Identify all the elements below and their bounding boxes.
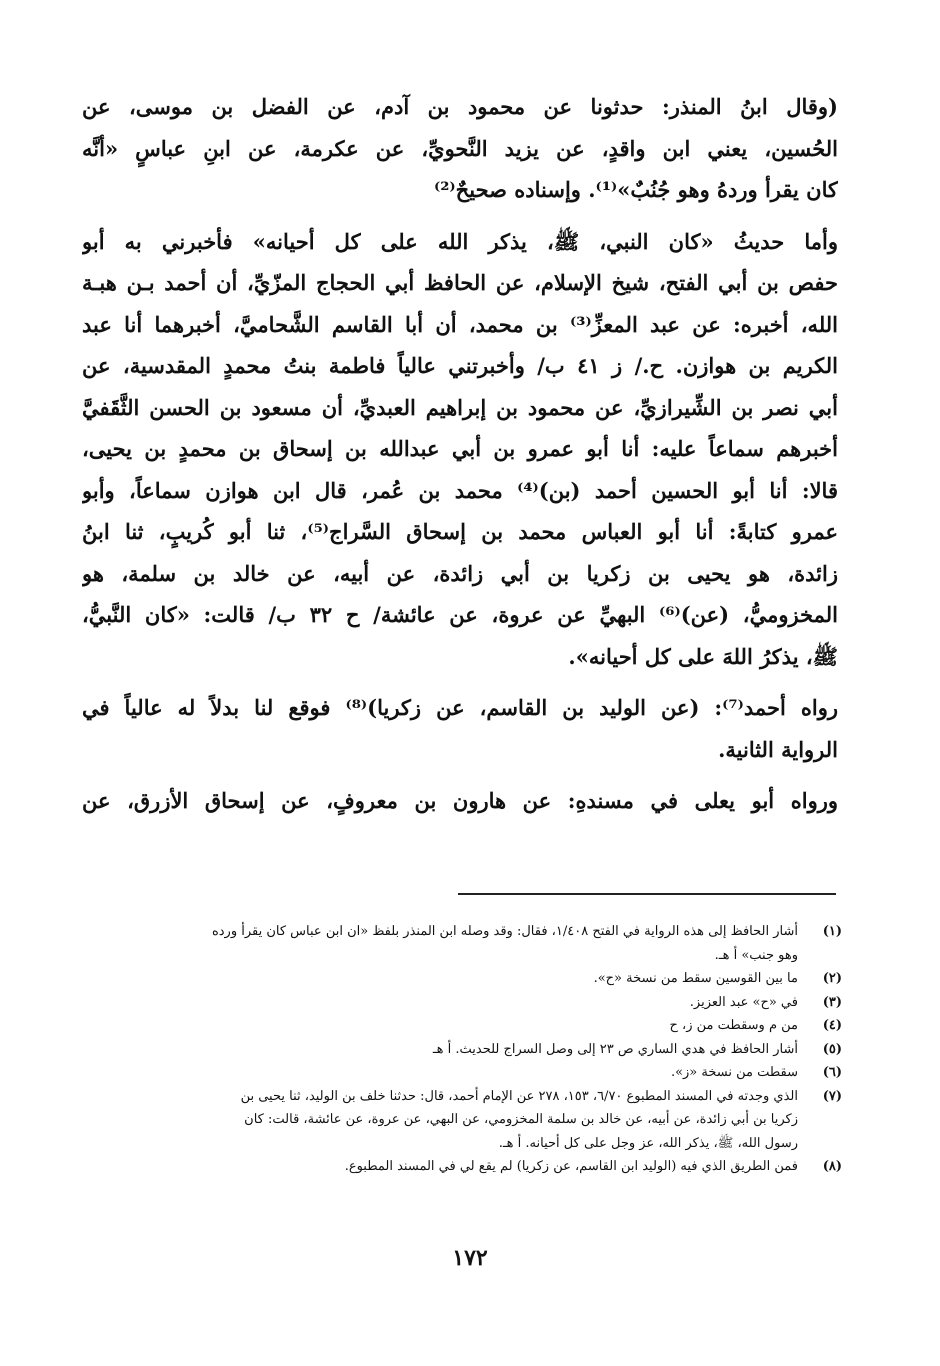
footnote-divider bbox=[458, 893, 836, 895]
footnote-text bbox=[82, 1061, 798, 1085]
text-line: رواه أحمد⁽⁷⁾: (عن الوليد بن القاسم، عن زكريا)⁽⁸⁾ فوقع لنا بدلاً له عالياً في bbox=[82, 695, 838, 720]
footnote-number: (٥) bbox=[822, 1041, 842, 1057]
footnote-text bbox=[82, 1085, 798, 1156]
text-line: ﷺ، يذكرُ اللهَ على كل أحيانه». bbox=[568, 643, 838, 669]
footnote-text bbox=[82, 1038, 798, 1062]
footnote-line: رسول الله، ﷺ، يذكر الله، عز وجل على كل أحيانه. أ هـ. bbox=[498, 1135, 798, 1151]
footnote-line: في «ح» عبد العزيز. bbox=[689, 994, 798, 1010]
text-line: قالا: أنا أبو الحسين أحمد (بن)⁽⁴⁾ محمد بن عُمر، قال ابن هوازن سماعاً، وأبو bbox=[82, 477, 838, 503]
text-line: الرواية الثانية. bbox=[718, 736, 838, 762]
footnote-number: (٣) bbox=[822, 994, 842, 1010]
footnotes bbox=[82, 920, 842, 1179]
footnote-line: زكريا بن أبي زائدة، عن أبيه، عن خالد بن سلمة المخزومي، عن البهي، عن عروة، عن عائشة، قالت: كان bbox=[244, 1112, 798, 1127]
footnote-number: (٨) bbox=[822, 1159, 842, 1174]
text-line: أبي نصر بن الشِّيرازيِّ، عن محمود بن إبراهيم العبديِّ، أن مسعود بن الحسن الثَّقَفيَّ bbox=[82, 394, 838, 420]
text-line: الكريم بن هوازن. ح./ ز ٤١ ب/ وأخبرتني عالياً فاطمة بنتُ محمدٍ المقدسية، عن bbox=[82, 353, 838, 378]
text-line: الله، أخبره: عن عبد المعزِّ⁽³⁾ بن محمد، أن أبا القاسم الشَّحاميَّ، أخبرهما أنا عبد bbox=[82, 311, 838, 337]
footnote-line: من م وسقطت من ز، ح bbox=[669, 1018, 798, 1033]
footnote-line: فمن الطريق الذي فيه (الوليد ابن القاسم، عن زكريا) لم يقع لي في المسند المطبوع. bbox=[344, 1159, 798, 1174]
footnote-number: (١) bbox=[822, 924, 842, 939]
text-line: ورواه أبو يعلى في مسندهِ: عن هارون بن معروفٍ، عن إسحاق الأزرق، عن bbox=[82, 788, 838, 813]
paragraph bbox=[82, 780, 838, 822]
footnote-text bbox=[82, 967, 798, 991]
footnote-text bbox=[82, 1155, 798, 1179]
footnote-line: الذي وجدته في المسند المطبوع ٦/٧٠، ١٥٣، ٢٧٨ عن الإمام أحمد، قال: حدثنا خلف بن الوليد، ثنا يحيى بن bbox=[240, 1088, 798, 1104]
footnote-number: (٦) bbox=[822, 1065, 842, 1080]
footnote-line: سقطت من نسخة «ز». bbox=[670, 1065, 798, 1080]
paragraph bbox=[82, 221, 838, 678]
text-line: الحُسين، يعني ابن واقدٍ، عن يزيد النَّحويِّ، عن عكرمة، عن ابنِ عباسٍ «أنَّه bbox=[82, 135, 838, 161]
text-line: أخبرهم سماعاً عليه: أنا أبو عمرو بن أبي عبدالله بن إسحاق بن محمدٍ بن يحيى، bbox=[82, 436, 838, 461]
footnote-text bbox=[82, 920, 798, 967]
footnote-text bbox=[82, 991, 798, 1015]
footnote bbox=[82, 1085, 842, 1156]
footnote-number: (٤) bbox=[822, 1018, 842, 1033]
footnote bbox=[82, 920, 842, 967]
paragraph bbox=[82, 86, 838, 211]
text-line: كان يقرأ وردهُ وهو جُنُبٌ»⁽¹⁾. وإسناده صحيحٌ⁽²⁾ bbox=[433, 177, 838, 202]
text-line: وأما حديثُ «كان النبي، ﷺ، يذكر الله على كل أحيانه» فأخبرني به أبو bbox=[82, 228, 838, 254]
text-line: زائدة، هو يحيى بن زكريا بن أبي زائدة، عن أبيه، عن خالد بن سلمة، هو bbox=[82, 560, 838, 586]
paragraph bbox=[82, 687, 838, 770]
footnote bbox=[82, 1014, 842, 1038]
footnote-line: أشار الحافظ إلى هذه الرواية في الفتح ١/٤٠٨، فقال: وقد وصله ابن المنذر بلفظ «ان ابن عباس كان يقرأ ورده bbox=[211, 924, 798, 939]
footnote-line: أشار الحافظ في هدي الساري ص ٢٣ إلى وصل السراج للحديث. أ هـ bbox=[432, 1041, 798, 1057]
footnote-line: وهو جنب» أ هـ. bbox=[714, 947, 798, 963]
text-line: حفص بن أبي الفتح، شيخ الإسلام، عن الحافظ أبي الحجاج المزّيِّ، أن أحمد بـن هبـة bbox=[82, 270, 838, 295]
footnote-text bbox=[82, 1014, 798, 1038]
footnote-number: (٧) bbox=[822, 1088, 842, 1104]
text-line: عمرو كتابةً: أنا أبو العباس محمد بن إسحاق السَّراج⁽⁵⁾، ثنا أبو كُريبٍ، ثنا ابنُ bbox=[82, 519, 838, 544]
footnote bbox=[82, 991, 842, 1015]
footnote bbox=[82, 1038, 842, 1062]
page-number: ١٧٢ bbox=[452, 1245, 488, 1271]
footnote-number: (٢) bbox=[822, 971, 842, 986]
text-line: المخزوميُّ، (عن)⁽⁶⁾ البهيِّ عن عروة، عن عائشة/ ح ٣٢ ب/ قالت: «كان النَّبيُّ، bbox=[82, 602, 838, 627]
main-text bbox=[82, 86, 838, 832]
footnote bbox=[82, 1061, 842, 1085]
footnote bbox=[82, 1155, 842, 1179]
footnote bbox=[82, 967, 842, 991]
footnote-line: ما بين القوسين سقط من نسخة «ح». bbox=[593, 971, 798, 986]
text-line: (وقال ابنُ المنذر: حدثونا عن محمود بن آدم، عن الفضل بن موسى، عن bbox=[82, 94, 838, 119]
